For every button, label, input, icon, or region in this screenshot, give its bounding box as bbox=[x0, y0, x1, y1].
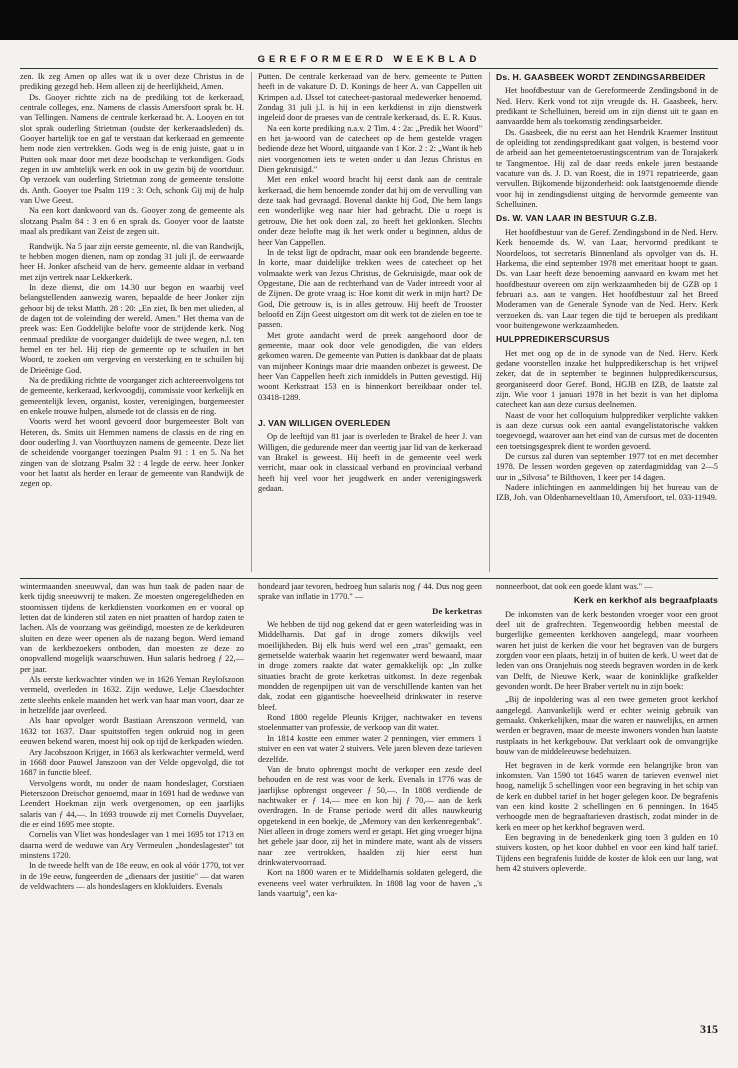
paragraph: Als haar opvolger wordt Bastiaan Arenszoon vermeld, van 1632 tot 1637. Daar spuitstoffen tegen onkruid nog in geen eeuwen bekend waren, moest hij ook op tijd de kerkpaden wieden. bbox=[20, 716, 244, 747]
paragraph: Naast de voor het colloquium hulpprediker verplichte vakken is aan deze cursus ook een aantal evangelistatorische vakken toegevoegd, waarover aan het eind van de cursus met de docenten een toetsingsgesprek dient te worden gevoerd. bbox=[496, 410, 718, 451]
hulppredikers-heading: HULPPREDIKERSCURSUS bbox=[496, 334, 610, 345]
paragraph: Met grote aandacht werd de preek aangehoord door de gemeente, maar ook door vele genodigden, die van elders gekomen waren. De gemeente van Putten is dankbaar dat de plaats van mijnheer Konings maar drie maanden onbezet is geweest. De heer Van Cappellen heeft zich inmiddels in Putten gevestigd. Hij woont Kerkstraat 153 en is binnenkort bereikbaar onder tel. 03418-1289. bbox=[258, 330, 482, 402]
header-rule bbox=[20, 68, 718, 69]
paragraph: Ary Jacobszoon Krijger, in 1663 als kerkwachter vermeld, werd in 1668 door Pauwel Janszoon van der Velde opgevolgd, die tot 1687 in functie bleef. bbox=[20, 747, 244, 778]
paragraph: Het met oog op de in de synode van de Ned. Herv. Kerk gedane voorstellen inzake het hulppredikerschap is het vrijwel zeker, dat de in september te beginnen hulppredikerscursus, georganiseerd door Geref. Bond, HGJB en IZB, de laatste zal zijn. Wie voor 1 januari 1978 in het bezit is van het diploma catecheet kan aan deze cursus deelnemen. bbox=[496, 348, 718, 410]
paragraph: We hebben de tijd nog gekend dat er geen waterleiding was in Middelharnis. Dat gaf in droge zomers dikwijls veel moeilijkheden. Bij elk huis werd wel een „tras" gemaakt, een gemetselde waterbak waarin het regenwater werd bewaard, maar in droge zomers raakte dat water gemakkelijk op: „In zulke situaties bracht de grote kerketras uitkomst. In deze regenbak mondden de regenpijpen uit van de verschillende kanten van het dak, zodat een gigantische hoeveelheid drinkwater in reserve bleef. bbox=[258, 620, 482, 712]
paragraph: nonneerboot, dat ook een goede klant was." — bbox=[496, 582, 653, 591]
column-divider bbox=[489, 72, 490, 572]
paragraph: Kort na 1800 waren er te Middelharnis soldaten gelegerd, die eveneens veel water verbruikten. In 1808 lag voor de haven „'s lands vaartuig", een ka- bbox=[258, 868, 482, 898]
paragraph: wintermaanden sneeuwval, dan was hun taak de paden naar de kerk tijdig sneeuwvrij te maken. Ze moesten ongeregeldheden en stoornissen tijdens de kerkdiensten voorkomen en er vooral op letten dat de kinderen stil zaten en niet praatten of hardop zaten te lachen. Als de voorzang was geëindigd, moesten ze de kerkdeuren sluiten en deze weer openen als de nazang begon. Werd iemand van de kerkbezoekers ontboden, dan moesten ze deze zo onopvallend mogelijk waarschuwen. Hun salaris bedroeg ƒ 22,— per jaar. bbox=[20, 582, 244, 674]
paragraph: In de tekst ligt de opdracht, maar ook een brandende begeerte. In korte, maar duidelijke trekken wees de catecheet op het volmaakte werk van Jezus Christus, de Gekruisigde, maar ook de Opgestane, Die aan de rechterhand van de Vader intreedt voor al de Zijnen. De grote vraag is: Hoe komt dit werk in mijn hart? De God, Die getrouw is, is in alles getrouw. Hij heeft de Trooster beloofd en Zijn Geest uitgestort om dit werk tot de zielen en toe te passen. bbox=[258, 247, 482, 330]
paragraph: Het hoofdbestuur van de Geref. Zendingsbond in de Ned. Herv. Kerk benoemde ds. W. van Laar, hervormd predikant te Noordeloos, tot secretaris Binnenland als opvolger van ds. H. Harkema, die eind september 1978 met emeritaat hoopt te gaan. Ds. van Laar heeft deze benoeming aanvaard en kwam met het hoofdbestuur overeen om zijn werkzaamheden bij de GZB op 1 februari a.s. aan te vangen. Het hoofdbestuur zal het Breed Moderamen van de Generale Synode van de Ned. Herv. Kerk verzoeken ds. van Laar tegen die tijd te beroepen als predikant voor buitengewone werkzaamheden. bbox=[496, 227, 718, 330]
page-header: GEREFORMEERD WEEKBLAD bbox=[257, 54, 481, 65]
paragraph: Na een korte prediking n.a.v. 2 Tim. 4 : 2a: „Predik het Woord" en het ja-woord van de catecheet op de hem gestelde vragen bediende deze het Woord, uitgaande van 1 Kor. 2 : 2: „Want ik heb niet voorgenomen iets te weten onder u dan Jezus Christus en Dien gekruisigd." bbox=[258, 123, 482, 175]
paragraph: In de tweede helft van de 18e eeuw, en ook al vóór 1770, tot ver in de 19e eeuw, fungeerden de „dienaars der justitie" — dat waren de veldwachters — als hondeslagers en klokluiders. Evenals bbox=[20, 861, 244, 891]
paragraph: De cursus zal duren van september 1977 tot en met december 1978. De lessen worden gegeven op zaterdagmiddag van 2—5 uur in „Silvosa" te Bilthoven, 1 keer per 14 dagen. bbox=[496, 452, 718, 482]
paragraph: Nadere inlichtingen en aanmeldingen bij het bureau van de IZB, Joh. van Oldenbarneveltlaan 10, Amersfoort, tel. 033-11949. bbox=[496, 483, 718, 503]
paragraph: De inkomsten van de kerk bestonden vroeger voor een groot deel uit de grafrechten. Tegenwoordig hebben meestal de burgerlijke gemeenten kerkhoven aangelegd, maar voorheen waren het juist de kerken die voor het begraven van de burgers zorgden voor een plaats, hetzij in of buiten de kerk. U weet dat de leden van ons Oranjehuis nog steeds begraven worden in de kerk van Delft, de Nieuwe Kerk, waar de koninklijke grafkelder gevonden wordt. De heer Braber vertelt nu in zijn boek: bbox=[496, 609, 718, 692]
top-right-column bbox=[496, 72, 718, 574]
paragraph: „Bij de inpoldering was al een twee gemeten groot kerkhof aangelegd. Aanvankelijk werd er echter weinig gebruik van gemaakt. Onkerkelijken, maar die waren er nauwelijks, en armen werden er begraven, maar de meeste inwoners vonden hun laatste rustplaats in het kerkgebouw. Dat verklaart ook de omvangrijke bouw van de middeleeuwse bedehuizen. bbox=[496, 695, 718, 757]
paragraph: Vervolgens wordt, nu onder de naam hondeslager, Corstiaen Pieterszoon Dreischor genoemd, maar in 1691 had de weduwe van Leendert Hoekman zijn werk overgenomen, op een jaarlijks salaris van ƒ 44,—. In 1693 trouwde zij met Cornelis Duyvelaer, die er eind 1695 mee stopte. bbox=[20, 778, 244, 829]
paragraph: Een begraving in de benedenkerk ging toen 3 gulden en 10 stuivers kosten, op het koor dubbel en voor een kind half tarief. Tijdens een begrafenis luidde de koster de klok een uur lang, wat hem 42 stuivers opleverde. bbox=[496, 832, 718, 873]
top-black-bar bbox=[0, 0, 738, 40]
column-divider bbox=[251, 72, 252, 572]
top-left-column bbox=[20, 72, 244, 574]
kerketras-heading: De kerketras bbox=[432, 605, 482, 616]
section-rule bbox=[20, 578, 718, 579]
paragraph: Putten. De centrale kerkeraad van de herv. gemeente te Putten heeft in de vakature D. D. Konings de heer A. van Cappellen uit Krimpen a.d. IJssel tot catecheet-pastoraal medewerker benoemd. Zondag 31 juli j.l. is hij in een kerkdienst in zijn dienstwerk ingeleid door de praeses van de centrale kerkeraad, ds. E. R. Kuus. bbox=[258, 72, 482, 123]
paragraph: In 1814 kostte een emmer water 2 penningen, vier emmers 1 stuiver en een vat water 2 stuivers. Vele jaren bleven deze tarieven dezelfde. bbox=[258, 733, 482, 764]
paragraph: Voorts werd het woord gevoerd door burgemeester Bolt van Heteren, ds. Smits uit Hemmen namens de classis en de ring en door ouderling J. van Voorthuyzen namens de gemeente. Deze liet de scheidende voorganger toezingen Psalm 91 : 1 en 5. Na het zingen van de slotzang Psalm 32 : 4 legde de eerw. heer Jonker voor het laatst als herder en leraar de gemeente van Randwijk de zegen op. bbox=[20, 417, 244, 489]
paragraph: Na de prediking richtte de voorganger zich achtereenvolgens tot de gemeente, kerkeraad, kerkvoogdij, commissie voor kerkelijk en gemeentelijk leven, organist, koster, verenigingen, burgemeester en enkele trouwe hulpen, alsmede tot de classis en de ring. bbox=[20, 375, 244, 416]
paragraph: In deze dienst, die om 14.30 uur begon en waarbij veel belangstellenden aanwezig waren, bepaalde de heer Jonker zijn gehoor bij de tekst Matth. 28 : 20: „En ziet, Ik ben met ulieden, al de dagen tot de voleinding der wereld. Amen." Het thema van de preek was: Een Goddelijke belofte voor de strijdende kerk. Nog eenmaal predikte de voorganger duidelijk de twee wegen, n.l. ten hemel en ter hel. Hij riep de gemeente op te schuilen in het Woord, te zoeken om vergeving en versterking en te schuilen bij de Drieënige God. bbox=[20, 282, 244, 375]
paragraph: Met een enkel woord bracht hij eerst dank aan de centrale kerkeraad, die hem benoemde zonder dat hij om de vervulling van deze taak had gevraagd. Bovenal dankte hij God, Die hem langs een wonderlijke weg naar hier had gebracht. Die u roept is getrouw, Die het ook doen zal, zo heeft het geklonken. Slechts onder deze belofte mag ik het werk onder u beginnen, aldus de heer Van Cappellen. bbox=[258, 175, 482, 247]
paragraph: hondeard jaar tevoren, bedroeg hun salaris nog ƒ 44. Dus nog geen sprake van inflatie in 1770." — bbox=[258, 582, 482, 602]
gaasbeek-heading: Ds. H. GAASBEEK WORDT ZENDINGSARBEIDER bbox=[496, 72, 706, 82]
paragraph: Randwijk. Na 5 jaar zijn eerste gemeente, nl. die van Randwijk, te hebben mogen dienen, nam op zondag 31 juli jl. de eerwaarde heer H. Jonker afscheid van de herv. gemeente aldaar in verband met zijn vertrek naar Lekkerkerk. bbox=[20, 241, 244, 282]
van-laar-heading: Ds. W. VAN LAAR IN BESTUUR G.Z.B. bbox=[496, 213, 658, 224]
bottom-left-column bbox=[20, 582, 244, 1018]
paragraph: Cornelis van Vliet was hondeslager van 1 mei 1695 tot 1713 en daarna werd de weduwe van Ary Vermeulen „hondeslagester" tot minstens 1720. bbox=[20, 830, 244, 860]
paragraph: Van de bruto opbrengst mocht de verkoper een zesde deel behouden en de rest was voor de kerk. Evenals in 1776 was de jaarlijkse opbrengst ongeveer ƒ 50,—. In 1808 verdiende de nachtwaker er ƒ 14,— mee en kon hij ƒ 70,— aan de kerk overdragen. In de Franse periode werd dit alles nauwkeurig opgetekend in een boekje, de „Memory van den kerkenregenbak". Niet alleen in droge zomers werd er getapt. Het ging vroeger bijna het gehele jaar door, zij het in mindere mate, want als de vissers naar zee vertrokken, haalden zij hier eerst hun drinkwatervoorraad. bbox=[258, 764, 482, 867]
top-middle-column bbox=[258, 72, 482, 574]
willigen-heading: J. VAN WILLIGEN OVERLEDEN bbox=[258, 418, 391, 428]
paragraph: zen. Ik zeg Amen op alles wat ik u over deze Christus in de prediking gezegd heb. Hem alleen zij de heerlijkheid, Amen. bbox=[20, 72, 244, 92]
page-number: 315 bbox=[700, 1022, 718, 1036]
paragraph: Rond 1800 regelde Pleunis Krijger, nachtwaker en tevens stoelenmatter van professie, de verkoop van dit water. bbox=[258, 713, 482, 733]
paragraph: Ds. Gaasbeek, die nu eerst aan het Hendrik Kraemer Instituut de opleiding tot zendingspredikant gaat volgen, is bestemd voor de arbeid aan het gemeentetoerustingscentrum van de Torajakerk te Tangmentoe. Hij zal de daar reeds enkele jaren bestaande vacature van ds. J. D. van Roest, die in 1971 repatrieerde, gaan vervullen. Bijkomende bijzonderheid: ook laatstgenoemde diende voor hij in zendingsdienst uitging de hervormde gemeente van Schelluinen. bbox=[496, 127, 718, 210]
paragraph: Het begraven in de kerk vormde een belangrijke bron van inkomsten. Van 1590 tot 1645 waren de tarieven evenwel niet hoog, namelijk 5 schellingen voor een begraving in het schip van de kerk en dubbel tarief in het hoger gelegen koor. De begrafenis van een kind kostte 2 schellingen en 6 penningen. In 1645 verhoogde men de begraaftarieven drastisch, zodat minder in de kerk en meer op het kerkhof begraven werd. bbox=[496, 760, 718, 832]
paragraph: Het hoofdbestuur van de Gereformeerde Zendingsbond in de Ned. Herv. Kerk vond tot zijn vreugde ds. H. Gaasbeek, herv. predikant te Schelluinen, bereid om in zijn dienst uit te gaan en aanvaardde hem als toekomstig zendingsarbeider. bbox=[496, 86, 718, 127]
paragraph: Na een kort dankwoord van ds. Gooyer zong de gemeente als slotzang Psalm 84 : 3 en 6 en sprak ds. Gooyer voor de laatste maal als predikant van Zeist de zegen uit. bbox=[20, 206, 244, 237]
paragraph: Op de leeftijd van 81 jaar is overleden te Brakel de heer J. van Willigen, die gedurende meer dan veertig jaar lid van de kerkeraad van Brakel is geweest. Hij heeft in de gemeente veel werk verricht, maar ook in classicaal verband en provinciaal verband heeft hij veel voor het jeugdwerk en ander verenigingswerk gedaan. bbox=[258, 432, 482, 494]
bottom-middle-column bbox=[258, 582, 482, 1018]
kerkhof-heading: Kerk en kerkhof als begraafplaats bbox=[573, 595, 718, 606]
paragraph: Als eerste kerkwachter vinden we in 1626 Yeman Reyloſszoon vermeld, overleden in 1632. Zijn weduwe, Lelje Claesdochter zette sleehts enkele maanden het werk van haar man voort, daar ze in hetzelfde jaar overleed. bbox=[20, 675, 244, 716]
paragraph: Ds. Gooyer richtte zich na de prediking tot de kerkeraad, centrale colleges, enz. Namens de classis Amersfoort sprak br. H. van Tellingen. Namens de centrale kerkeraad br. A. Looyen en tot slot sprak ouderling Strietman (oudste der kerkeraadsleden) ds. Gooyer hartelijk toe en gaf te verstaan dat kerkeraad en gemeente hem node zien vertrekken. Gods weg is de enig juiste, gaat u in Putten ook maar door met deze boodschap te verkondigen. Gods zegen in uw ambtelijk werk en ook in uw gezin bij de voortduur. Op verzoek van ouderling Strietman zong de gemeente tenslotte ds. Anth. Gooyer toe Psalm 119 : 3: Och, schonk Gij mij de hulp van Uwe Geest. bbox=[20, 92, 244, 206]
bottom-right-column bbox=[496, 582, 718, 1018]
